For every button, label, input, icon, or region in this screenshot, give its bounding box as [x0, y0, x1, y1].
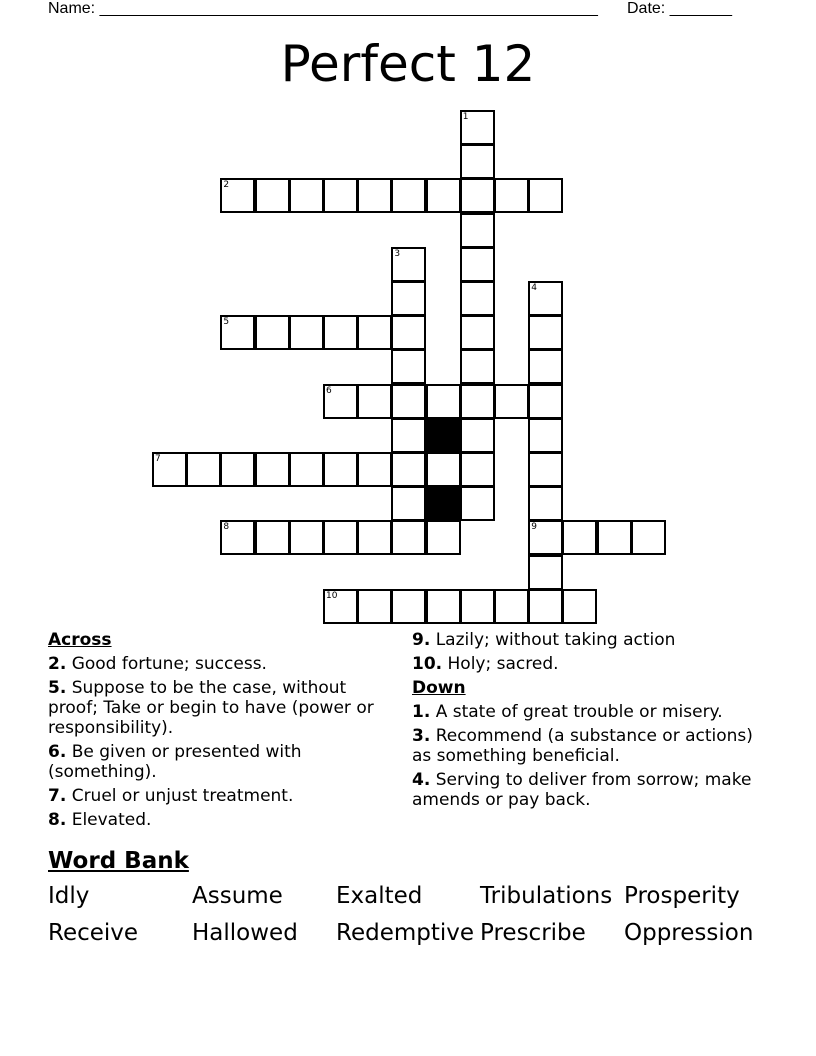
grid-cell[interactable] — [528, 281, 563, 316]
clue-across-2: 2. Good fortune; success. — [48, 654, 267, 674]
grid-cell[interactable] — [255, 452, 290, 487]
grid-cell[interactable] — [631, 520, 666, 555]
grid-cell[interactable] — [357, 384, 392, 419]
grid-cell[interactable] — [494, 384, 529, 419]
grid-cell[interactable] — [426, 384, 461, 419]
grid-cell-number: 6 — [326, 385, 332, 396]
clue-across-9: 9. Lazily; without taking action — [412, 630, 676, 650]
clue-down-3: 3. Recommend (a substance or actions) as something beneficial. — [412, 726, 753, 766]
word-bank — [48, 882, 768, 947]
grid-cell[interactable] — [494, 589, 529, 624]
grid-cell[interactable] — [528, 418, 563, 453]
word-bank-item: Tribulations — [480, 883, 613, 909]
grid-cell[interactable] — [186, 452, 221, 487]
grid-cell[interactable] — [289, 452, 324, 487]
grid-cell[interactable] — [562, 520, 597, 555]
grid-cell[interactable] — [357, 452, 392, 487]
grid-cell-number: 10 — [326, 590, 338, 601]
grid-cell[interactable] — [323, 315, 358, 350]
grid-cell[interactable] — [528, 520, 563, 555]
grid-cell[interactable] — [357, 315, 392, 350]
grid-cell[interactable] — [357, 178, 392, 213]
across-heading: Across — [48, 630, 112, 650]
grid-cell[interactable] — [220, 178, 255, 213]
grid-cell[interactable] — [323, 520, 358, 555]
word-bank-item: Idly — [48, 883, 90, 909]
grid-cell[interactable] — [460, 247, 495, 282]
page-title: Perfect 12 — [280, 35, 536, 93]
word-bank-item: Prosperity — [624, 883, 740, 909]
grid-cell[interactable] — [460, 418, 495, 453]
grid-cell[interactable] — [323, 589, 358, 624]
word-bank-item: Exalted — [336, 883, 423, 909]
grid-cell[interactable] — [357, 520, 392, 555]
grid-cell[interactable] — [426, 452, 461, 487]
grid-cell[interactable] — [289, 315, 324, 350]
grid-cell[interactable] — [152, 452, 187, 487]
grid-cell[interactable] — [528, 384, 563, 419]
grid-cell[interactable] — [528, 315, 563, 350]
word-bank-item: Oppression — [624, 920, 754, 946]
grid-cell[interactable] — [597, 520, 632, 555]
grid-cell-number: 8 — [223, 522, 230, 533]
grid-cell[interactable] — [357, 589, 392, 624]
grid-cell[interactable] — [391, 589, 426, 624]
grid-cell[interactable] — [391, 349, 426, 384]
grid-cell-number: 7 — [155, 454, 161, 464]
grid-cell[interactable] — [391, 486, 426, 521]
grid-cell[interactable] — [220, 452, 255, 487]
grid-cell-black — [426, 418, 461, 453]
grid-cell[interactable] — [255, 315, 290, 350]
grid-cell[interactable] — [460, 281, 495, 316]
grid-cell[interactable] — [255, 178, 290, 213]
grid-cell[interactable] — [391, 247, 426, 282]
grid-cell[interactable] — [289, 178, 324, 213]
grid-cell[interactable] — [391, 520, 426, 555]
word-bank-item: Assume — [192, 883, 283, 909]
grid-cell[interactable] — [460, 315, 495, 350]
grid-cell[interactable] — [391, 384, 426, 419]
clue-across-6: 6. Be given or presented with (something). — [48, 742, 302, 782]
grid-cell[interactable] — [426, 520, 461, 555]
grid-cell[interactable] — [460, 144, 495, 179]
grid-cell[interactable] — [255, 520, 290, 555]
grid-cell[interactable] — [391, 315, 426, 350]
grid-cell[interactable] — [426, 178, 461, 213]
grid-cell[interactable] — [323, 384, 358, 419]
word-bank-item: Prescribe — [480, 920, 586, 946]
word-bank-item: Redemptive — [336, 920, 475, 946]
grid-cell[interactable] — [426, 589, 461, 624]
down-heading: Down — [412, 678, 466, 698]
word-bank-item: Receive — [48, 920, 139, 946]
clue-across-10: 10. Holy; sacred. — [412, 654, 559, 674]
grid-cell[interactable] — [220, 520, 255, 555]
grid-cell-number: 2 — [223, 180, 230, 191]
grid-cell[interactable] — [391, 281, 426, 316]
grid-cell[interactable] — [391, 452, 426, 487]
grid-cell[interactable] — [528, 555, 563, 590]
grid-cell-number: 1 — [462, 112, 469, 122]
date-field-label: Date: _______ — [627, 0, 732, 17]
grid-cell[interactable] — [460, 384, 495, 419]
clue-down-1: 1. A state of great trouble or misery. — [412, 702, 723, 722]
grid-cell[interactable] — [460, 486, 495, 521]
grid-cell[interactable] — [323, 452, 358, 487]
grid-cell[interactable] — [562, 589, 597, 624]
grid-cell[interactable] — [494, 178, 529, 213]
grid-cell[interactable] — [460, 589, 495, 624]
word-bank-item: Hallowed — [192, 920, 298, 946]
grid-cell[interactable] — [460, 452, 495, 487]
clue-across-5: 5. Suppose to be the case, without proof; Take or begin to have (power or responsibility). — [48, 678, 374, 738]
grid-cell-number: 3 — [394, 248, 401, 259]
grid-cell[interactable] — [528, 178, 563, 213]
grid-cell-black — [426, 486, 461, 521]
grid-cell[interactable] — [460, 178, 495, 213]
grid-cell[interactable] — [528, 589, 563, 624]
grid-cell[interactable] — [528, 486, 563, 521]
grid-cell[interactable] — [460, 110, 495, 145]
grid-cell-number: 9 — [531, 522, 537, 533]
clue-across-7: 7. Cruel or unjust treatment. — [48, 786, 294, 806]
grid-cell[interactable] — [528, 452, 563, 487]
grid-cell[interactable] — [391, 178, 426, 213]
clue-across-8: 8. Elevated. — [48, 810, 152, 830]
grid-cell[interactable] — [460, 349, 495, 384]
clues-column-right — [412, 630, 772, 814]
grid-cell[interactable] — [528, 349, 563, 384]
word-bank-title: Word Bank — [48, 848, 189, 874]
clue-down-4: 4. Serving to deliver from sorrow; make amends or pay back. — [412, 770, 752, 810]
clues-column-left — [48, 630, 398, 834]
grid-cell[interactable] — [460, 213, 495, 248]
grid-cell-number: 4 — [531, 283, 537, 293]
grid-cell-number: 5 — [223, 317, 230, 328]
name-field-label: Name: ________________________________________________________ — [48, 0, 598, 17]
grid-cell[interactable] — [289, 520, 324, 555]
grid-cell[interactable] — [220, 315, 255, 350]
grid-cell[interactable] — [391, 418, 426, 453]
grid-cell[interactable] — [323, 178, 358, 213]
